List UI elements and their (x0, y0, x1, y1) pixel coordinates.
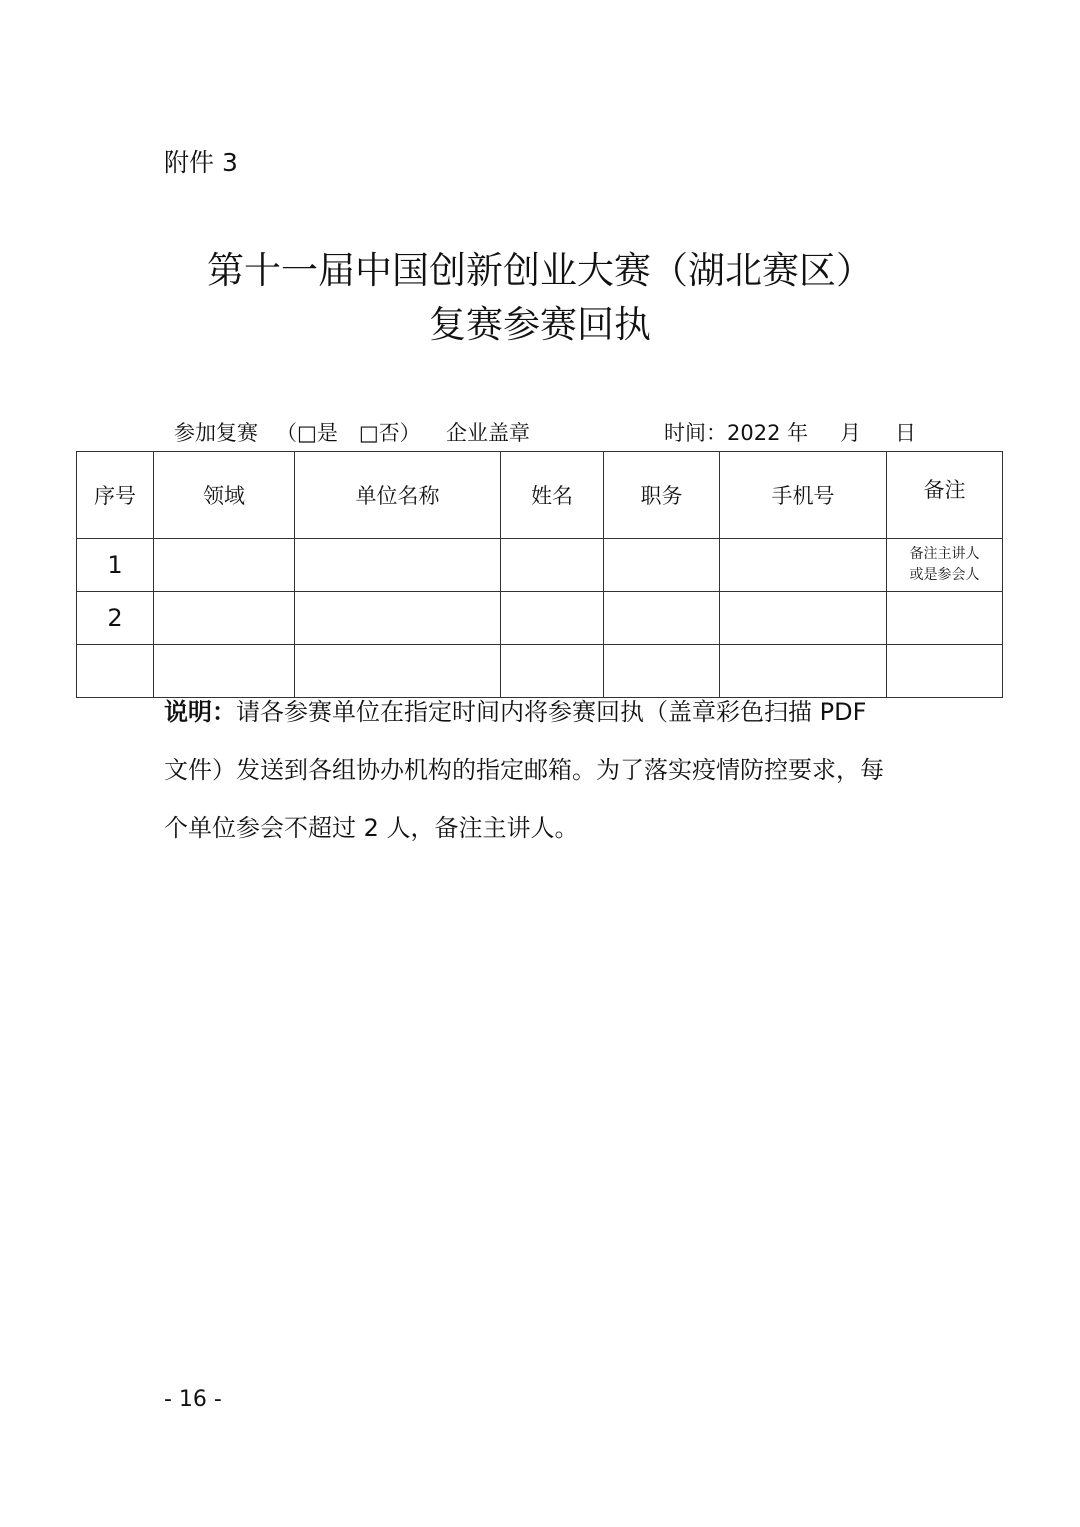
cell-position (604, 592, 720, 645)
explanation-line-1 (164, 683, 924, 741)
cell-field (154, 592, 295, 645)
note-line-1: 备注主讲人 (909, 546, 980, 562)
explanation-line-3: 个单位参会不超过 2 人，备注主讲人。 (164, 814, 579, 842)
explanation (164, 683, 924, 857)
table-row (77, 539, 1003, 592)
time-label: 时间：2022 年 (664, 421, 809, 445)
participate-choices: （□是 □否） (276, 421, 421, 445)
note-line-2: 或是参会人 (909, 567, 980, 583)
row-no: 2 (77, 592, 154, 645)
header-position: 职务 (604, 452, 720, 539)
attachment-label: 附件 3 (164, 148, 238, 177)
explanation-label: 说明： (164, 698, 236, 726)
cell-unit-name (295, 539, 501, 592)
header-no: 序号 (77, 452, 154, 539)
header-phone: 手机号 (720, 452, 887, 539)
cell-position (604, 539, 720, 592)
cell-unit-name (295, 592, 501, 645)
cell-name (501, 539, 604, 592)
title-line-1: 第十一届中国创新创业大赛（湖北赛区） (207, 249, 873, 292)
seal-label: 企业盖章 (446, 421, 530, 445)
page-number: - 16 - (164, 1387, 222, 1412)
cell-phone (720, 539, 887, 592)
cell-field (154, 539, 295, 592)
month-label: 月 (840, 421, 861, 445)
row-no (77, 645, 154, 698)
cell-note (887, 592, 1003, 645)
explanation-line-2: 文件）发送到各组协办机构的指定邮箱。为了落实疫情防控要求，每 (164, 756, 884, 784)
participate-label: 参加复赛 (174, 421, 258, 445)
header-note: 备注 (887, 452, 1003, 539)
header-field: 领域 (154, 452, 295, 539)
header-unit-name: 单位名称 (295, 452, 501, 539)
day-label: 日 (895, 421, 916, 445)
cell-name (501, 592, 604, 645)
header-name: 姓名 (501, 452, 604, 539)
cell-phone (720, 592, 887, 645)
cell-note (887, 539, 1003, 592)
title-line-2: 复赛参赛回执 (429, 303, 651, 346)
table-header-row (77, 452, 1003, 539)
receipt-table (76, 451, 1003, 698)
explanation-text-1: 请各参赛单位在指定时间内将参赛回执（盖章彩色扫描 PDF (236, 698, 867, 726)
row-no: 1 (77, 539, 154, 592)
table-row (77, 592, 1003, 645)
